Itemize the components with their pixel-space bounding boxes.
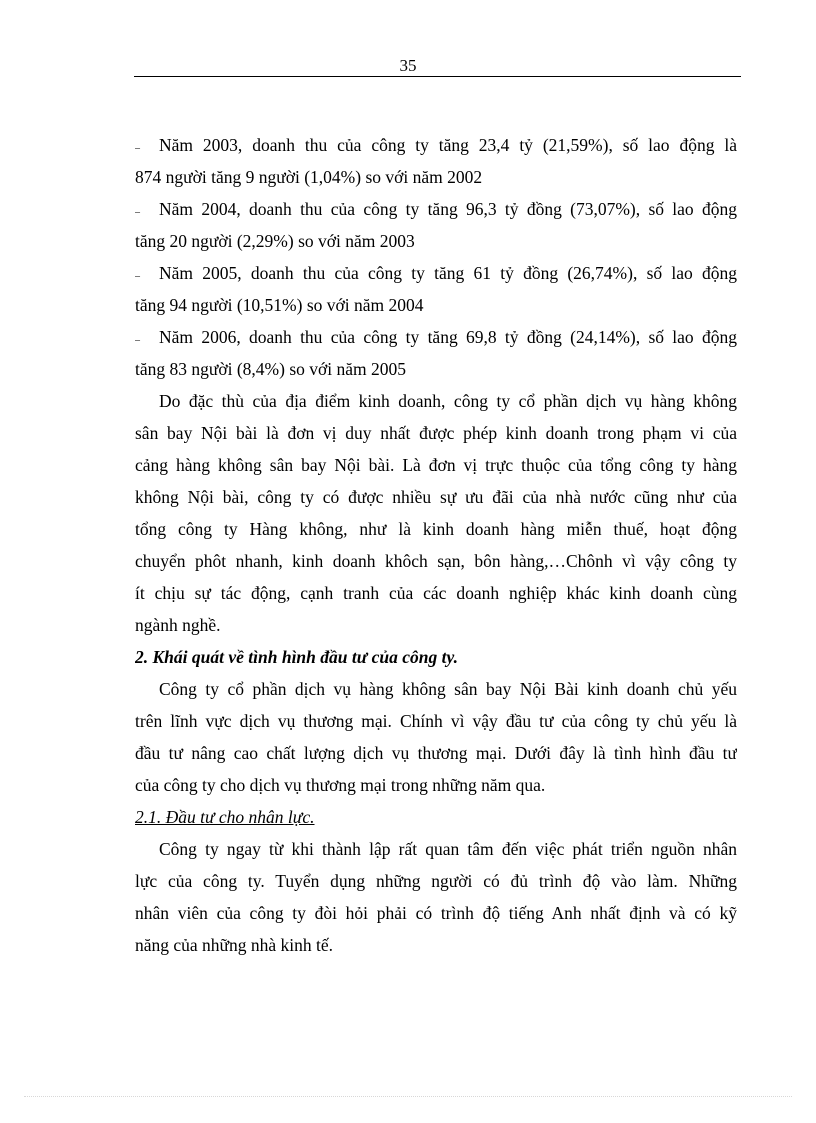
footer-rule xyxy=(24,1096,792,1097)
paragraph xyxy=(135,673,737,801)
subsection-heading: 2.1. Đầu tư cho nhân lực. xyxy=(135,807,315,827)
paragraph-line: ít chịu sự tác động, cạnh tranh của các doanh nghiệp khác kinh doanh cùng xyxy=(135,583,737,603)
paragraph-line: ngành nghề. xyxy=(135,615,221,635)
bullet-dash-icon: – xyxy=(135,207,140,218)
bullet-line-1: – Năm 2003, doanh thu của công ty tăng 23,4 tỷ (21,59%), số lao động là xyxy=(135,129,737,161)
paragraph-line: của công ty cho dịch vụ thương mại trong những năm qua. xyxy=(135,775,546,795)
section-heading: 2. Khái quát về tình hình đầu tư của công ty. xyxy=(135,647,458,667)
bullet-item xyxy=(135,321,737,385)
paragraph-line: cảng hàng không sân bay Nội bài. Là đơn vị trực thuộc của tổng công ty hàng xyxy=(135,455,737,475)
bullet-line-2: tăng 20 người (2,29%) so với năm 2003 xyxy=(135,231,415,251)
paragraph-line: sân bay Nội bài là đơn vị duy nhất được phép kinh doanh trong phạm vi của xyxy=(135,423,737,443)
paragraph xyxy=(135,385,737,641)
bullet-item xyxy=(135,129,737,193)
paragraph-line: Công ty cổ phần dịch vụ hàng không sân bay Nội Bài kinh doanh chủ yếu xyxy=(159,679,737,699)
paragraph-line: tổng công ty Hàng không, như là kinh doanh hàng miễn thuế, hoạt động xyxy=(135,519,737,539)
paragraph-line: trên lĩnh vực dịch vụ thương mại. Chính vì vậy đầu tư của công ty chủ yếu là xyxy=(135,711,737,731)
bullet-line-1: – Năm 2004, doanh thu của công ty tăng 96,3 tỷ đồng (73,07%), số lao động xyxy=(135,193,737,225)
bullet-line-2: tăng 94 người (10,51%) so với năm 2004 xyxy=(135,295,424,315)
document-body xyxy=(135,129,737,961)
paragraph-line: nhân viên của công ty đòi hỏi phải có trình độ tiếng Anh nhất định và có kỹ xyxy=(135,903,737,923)
bullet-line-1: – Năm 2005, doanh thu của công ty tăng 61 tỷ đồng (26,74%), số lao động xyxy=(135,257,737,289)
bullet-line-2: tăng 83 người (8,4%) so với năm 2005 xyxy=(135,359,407,379)
bullet-line-1: – Năm 2006, doanh thu của công ty tăng 69,8 tỷ đồng (24,14%), số lao động xyxy=(135,321,737,353)
page-number: 35 xyxy=(399,56,417,75)
bullet-dash-icon: – xyxy=(135,271,140,282)
bullet-item xyxy=(135,193,737,257)
paragraph xyxy=(135,833,737,961)
paragraph-line: không Nội bài, công ty có được nhiều sự ưu đãi của nhà nước cũng như của xyxy=(135,487,737,507)
paragraph-line: Do đặc thù của địa điểm kinh doanh, công ty cổ phần dịch vụ hàng không xyxy=(159,391,737,411)
bullet-item xyxy=(135,257,737,321)
paragraph-line: năng của những nhà kinh tế. xyxy=(135,935,334,955)
subsection-heading-row xyxy=(135,801,737,833)
paragraph-line: Công ty ngay từ khi thành lập rất quan tâm đến việc phát triển nguồn nhân xyxy=(159,839,737,859)
bullet-line-2: 874 người tăng 9 người (1,04%) so với năm 2002 xyxy=(135,167,483,187)
paragraph-line: lực của công ty. Tuyển dụng những người có đủ trình độ vào làm. Những xyxy=(135,871,737,891)
paragraph-line: chuyển phôt nhanh, kinh doanh khôch sạn, bôn hàng,…Chônh vì vậy công ty xyxy=(135,551,737,571)
bullet-dash-icon: – xyxy=(135,143,140,154)
header-rule xyxy=(134,76,741,77)
paragraph-line: đầu tư nâng cao chất lượng dịch vụ thương mại. Dưới đây là tình hình đầu tư xyxy=(135,743,737,763)
bullet-dash-icon: – xyxy=(135,335,140,346)
